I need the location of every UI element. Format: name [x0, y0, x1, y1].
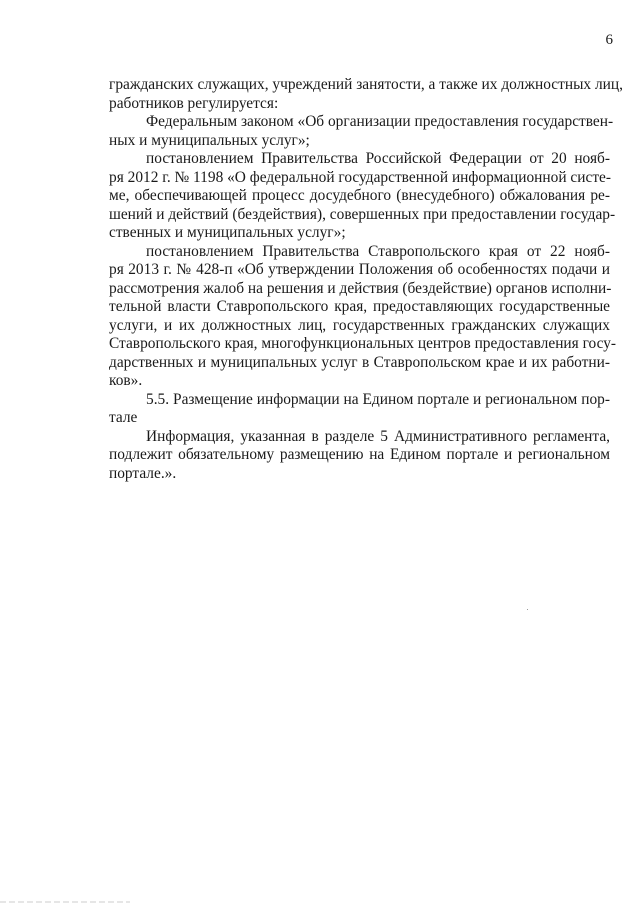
- text-line: работников регулируется:: [109, 94, 279, 112]
- text-line: постановлением Правительства Российской Федерации от 20 нояб-: [146, 150, 610, 167]
- text-line: ственных и муниципальных услуг»;: [109, 224, 346, 241]
- text-line: ков».: [109, 372, 143, 389]
- text-line: ря 2012 г. № 1198 «О федеральной государственной информационной систе-: [109, 168, 612, 186]
- paragraph: [109, 150, 616, 243]
- text-line: гражданских служащих, учреждений занятости, а также их должностных лиц,: [109, 76, 623, 93]
- paragraph: [109, 391, 610, 428]
- text-line: Информация, указанная в разделе 5 Административного регламента,: [146, 427, 610, 445]
- text-line: рассмотрения жалоб на решения и действия (бездействие) органов исполни-: [109, 279, 612, 297]
- page-number: 6: [605, 32, 613, 48]
- paragraph: [109, 428, 610, 484]
- paragraph: [109, 242, 617, 391]
- text-line: подлежит обязательному размещению на Едином портале и региональном: [109, 446, 610, 463]
- text-line: портале.».: [109, 464, 177, 482]
- text-line: Федеральным законом «Об организации предоставления государствен-: [146, 113, 614, 130]
- text-line: ря 2013 г. № 428-п «Об утверждении Положения об особенностях подачи и: [109, 261, 610, 278]
- paragraph: [109, 113, 614, 150]
- paragraph: [109, 76, 623, 113]
- text-line: тале: [109, 409, 138, 426]
- text-line: шений и действий (бездействия), совершенных при предоставлении государ-: [109, 205, 616, 223]
- text-line: ме, обеспечивающей процесс досудебного (внесудебного) обжалования ре-: [109, 187, 610, 204]
- text-line: дарственных и муниципальных услуг в Ставропольском крае и их работни-: [109, 353, 610, 371]
- text-line: ных и муниципальных услуг»;: [109, 131, 310, 149]
- scan-edge-artifact: [0, 901, 130, 903]
- scan-speck: [527, 609, 528, 610]
- text-line: тельной власти Ставропольского края, предоставляющих государственные: [109, 298, 610, 315]
- document-body: [109, 76, 623, 483]
- text-line: услуги, и их должностных лиц, государственных гражданских служащих: [109, 316, 610, 334]
- text-line: 5.5. Размещение информации на Едином портале и региональном пор-: [146, 390, 610, 408]
- text-line: Ставропольского края, многофункциональных центров предоставления госу-: [109, 335, 617, 352]
- text-line: постановлением Правительства Ставропольского края от 22 нояб-: [146, 242, 610, 260]
